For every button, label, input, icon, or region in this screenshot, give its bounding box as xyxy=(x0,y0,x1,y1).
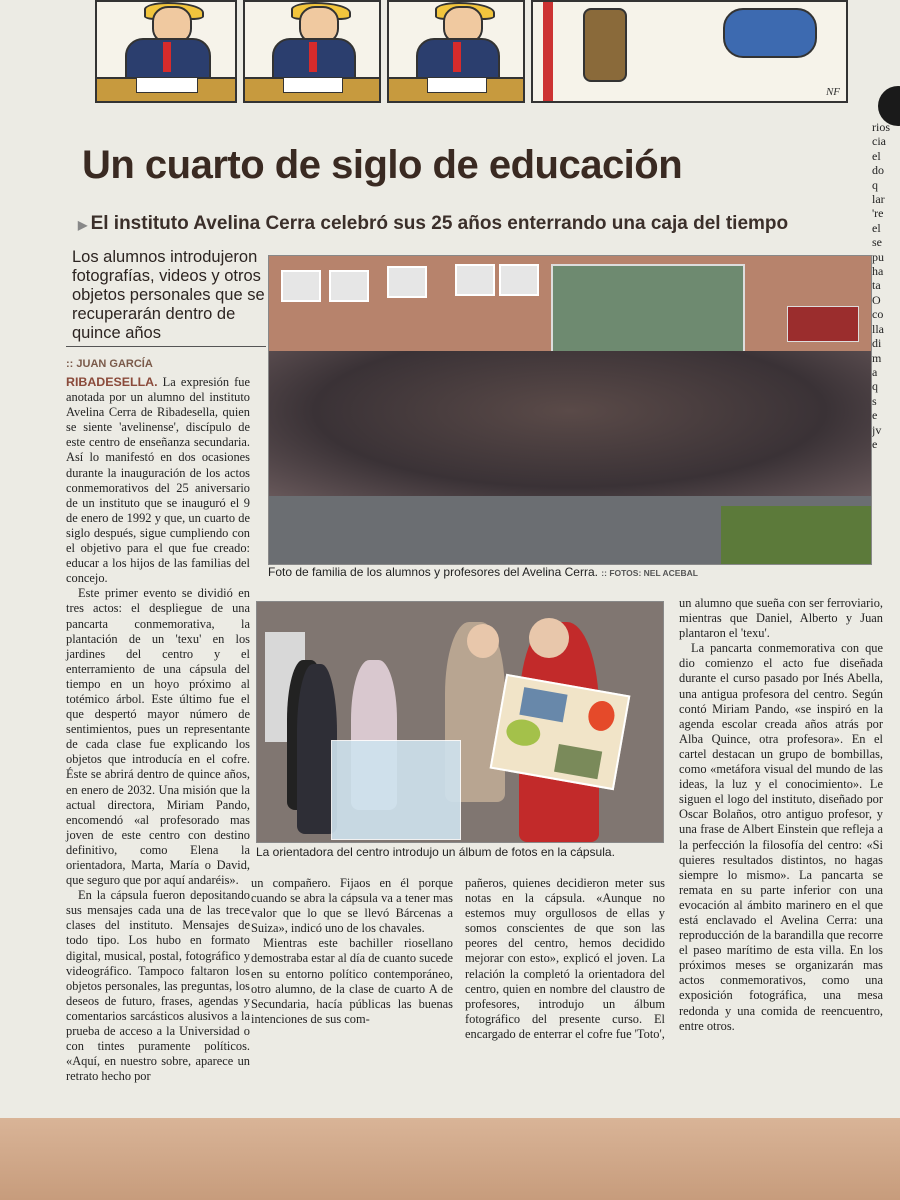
article-column-4 xyxy=(679,596,883,1034)
article-column-2 xyxy=(251,876,453,1027)
side-fragment-line: se xyxy=(872,235,882,250)
side-fragment-line: do xyxy=(872,163,884,178)
comic-panel xyxy=(243,0,381,103)
paragraph-text: La expresión fue anotada por un alumno del instituto Avelina Cerra de Ribadesella, quien se siente 'avelinense', discípulo de este centro de enseñanza secundaria. Así lo manifestó en dos ocasiones durante la inauguración de los actos conmemorativos del 25 aniversario de un instituto que se inauguró el 9 de enero de 1992 y que, un cuarto de siglo después, sigue cumpliendo con el objetivo para el que fue creado: educar a los hijos de las familias del concejo. xyxy=(66,375,250,586)
side-fragment-line: jv xyxy=(872,422,882,437)
side-fragment-line: 're xyxy=(872,206,884,221)
side-fragment-line: ta xyxy=(872,278,881,293)
side-fragment-line: q xyxy=(872,379,878,394)
paragraph: La pancarta conmemorativa con que dio comienzo el acto fue diseñada durante el curso pasado por Inés Abella, una antigua profesora del centro. Según contó Miriam Pando, «se inspiró en la agenda escolar creada años atrás por Alba Quince, otra profesora». En el cartel destacan un grupo de bombillas, como «metáfora visual del mundo de las ideas, la luz y el conocimiento». Le siguen el logo del instituto, diseñado por Oscar Bolaños, otro antiguo profesor, y una frase de Albert Einstein que refleja a la perfección la filosofía del centro: «Si quieres resultados distintos, no hagas siempre lo mismo». La pancarta se remata en su parte inferior con una evocación al ámbito marinero en el que está enclavado el Avelina Cerra: una reproducción de la barandilla que recorre el paseo marítimo de esta villa. En los próximos meses se organizarán mas actos conmemorativos, como una exposición fotográfica, una mesa redonda y una comida de reencuentro, entre otros. xyxy=(679,641,883,1033)
byline: :: JUAN GARCÍA xyxy=(66,358,153,370)
side-fragment-line: e xyxy=(872,436,878,451)
side-fragment-line: q xyxy=(872,177,878,192)
side-fragment-line: el xyxy=(872,148,881,163)
comic-panel xyxy=(387,0,525,103)
photo-credit: :: FOTOS: NEL ACEBAL xyxy=(601,568,698,578)
comic-strip xyxy=(95,0,850,106)
paragraph: En la cápsula fueron depositando sus mensajes cada una de las trece clases del instituto. Mensajes de todo tipo. Los hubo en formato digital, musical, postal, fotográfico y videográfico. Tampoco faltaron los objetos personales, las preguntas, los deseos de futuro, frases, agendas y comentarios sarcásticos alusivos a la prueba de acceso a la Universidad o con tintes puramente políticos. «Aquí, en nuestro sobre, aparece un retrato hecho por xyxy=(66,888,250,1084)
side-fragment-line: di xyxy=(872,336,882,351)
orientadora-photo xyxy=(256,601,664,843)
paragraph: pañeros, quienes decidieron meter sus notas en la cápsula. «Aunque no estemos muy orgullosos de ellas y somos conscientes de que son las peores del centro, hemos decidido mejorar con esto», explicó el joven. La relación la completó la orientadora del centro, quien en nombre del claustro de profesores, introdujo un álbum fotográfico del presente curso. El encargado de enterrar el cofre fue 'Toto', xyxy=(465,876,665,1041)
side-fragment-line: ha xyxy=(872,264,884,279)
article-column-3 xyxy=(465,876,665,1042)
paragraph: Mientras este bachiller riosellano demostraba estar al día de cuanto sucede en su entorno político contemporáneo, otro alumno, de la clase de cuarto A de Secundaria, hacía públicas las buenas intenciones de sus com- xyxy=(251,936,453,1026)
side-fragment-line: el xyxy=(872,220,881,235)
side-fragment-line: s xyxy=(872,393,877,408)
side-fragment-line: a xyxy=(872,364,878,379)
photo-caption xyxy=(268,565,698,579)
side-fragment-line: m xyxy=(872,350,882,365)
headline: Un cuarto de siglo de educación xyxy=(82,143,683,187)
comic-signature: NF xyxy=(825,86,840,98)
side-fragment-line: cia xyxy=(872,134,886,149)
side-fragment-line: O xyxy=(872,292,881,307)
side-fragment-line: co xyxy=(872,307,884,322)
side-fragment-line: e xyxy=(872,408,878,423)
comic-panel xyxy=(531,0,848,103)
caption-text: Foto de familia de los alumnos y profesores del Avelina Cerra. xyxy=(268,565,598,579)
side-fragment-line: lla xyxy=(872,321,884,336)
side-fragment-line: rios xyxy=(872,120,890,134)
subheadline-text: El instituto Avelina Cerra celebró sus 25 años enterrando una caja del tiempo xyxy=(90,213,789,234)
article-column-1 xyxy=(66,375,250,1084)
paragraph xyxy=(66,375,250,586)
adjacent-column-fragment xyxy=(872,120,900,480)
divider xyxy=(66,346,266,347)
group-photo xyxy=(268,255,872,565)
paragraph: un alumno que sueña con ser ferroviario, mientras que Daniel, Alberto y Juan plantaron el 'texu'. xyxy=(679,596,883,641)
paragraph: un compañero. Fijaos en él porque cuando se abra la cápsula va a tener mas valor que lo que se llevó Bárcenas a Suiza», indicó uno de los chavales. xyxy=(251,876,453,936)
deck: Los alumnos introdujeron fotografías, videos y otros objetos personales que se recuperarán dentro de quince años xyxy=(72,248,265,342)
paragraph: Este primer evento se dividió en tres actos: el despliegue de una pancarta conmemorativa, la plantación de un 'texu' en los jardines del centro y el enterramiento de una cápsula del tiempo en un hoyo próximo al totémico árbol. Este último fue el que despertó mayor número de sentimientos, pues un representante de cada clase fue explicando los objetos que introducía en el cofre. Éste se abrirá dentro de quince años, en enero de 2032. Una misión que la actual directora, Miriam Pando, encomendó «al profesorado mas joven de este centro con destino definitivo, como Elena la orientadora, Marta, María o David, que seguro que por aquí andaréis». xyxy=(66,586,250,888)
comic-panel xyxy=(95,0,237,103)
dateline: RIBADESELLA. xyxy=(66,375,158,389)
subheadline: ▶ El instituto Avelina Cerra celebró sus 25 años enterrando una caja del tiempo xyxy=(78,213,789,234)
side-fragment-line: pu xyxy=(872,249,884,264)
desk-surface xyxy=(0,1118,900,1200)
side-fragment-line: lar xyxy=(872,192,885,207)
photo-caption: La orientadora del centro introdujo un álbum de fotos en la cápsula. xyxy=(256,845,615,859)
